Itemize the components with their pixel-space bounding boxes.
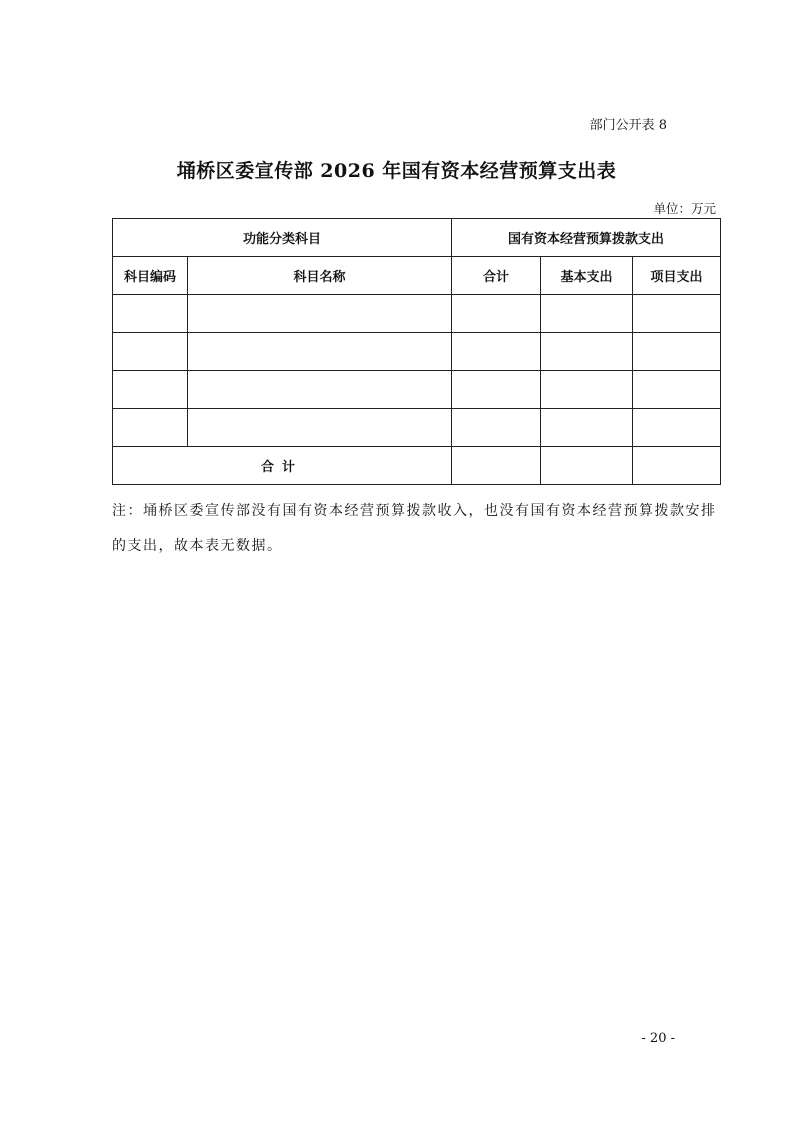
header-basic: 基本支出 [541, 257, 633, 295]
header-project: 项目支出 [633, 257, 721, 295]
cell-code [113, 333, 188, 371]
group-header-expenditure: 国有资本经营预算拨款支出 [452, 219, 721, 257]
cell-name [188, 371, 452, 409]
cell-code [113, 295, 188, 333]
table-row [113, 371, 721, 409]
total-label: 合计 [113, 447, 452, 485]
cell-project [633, 333, 721, 371]
cell-total [452, 333, 541, 371]
total-cell-basic [541, 447, 633, 485]
budget-table [112, 218, 721, 485]
cell-basic [541, 371, 633, 409]
cell-name [188, 295, 452, 333]
cell-total [452, 371, 541, 409]
cell-project [633, 409, 721, 447]
table-row [113, 295, 721, 333]
table-row [113, 409, 721, 447]
cell-name [188, 333, 452, 371]
table-row [113, 333, 721, 371]
total-cell-total [452, 447, 541, 485]
page-title: 埇桥区委宣传部 2026 年国有资本经营预算支出表 [176, 160, 617, 182]
cell-basic [541, 409, 633, 447]
header-code: 科目编码 [113, 257, 188, 295]
cell-total [452, 295, 541, 333]
header-total: 合计 [452, 257, 541, 295]
header-name: 科目名称 [188, 257, 452, 295]
total-cell-project [633, 447, 721, 485]
cell-name [188, 409, 452, 447]
unit-label: 单位：万元 [653, 201, 716, 216]
cell-project [633, 371, 721, 409]
cell-basic [541, 333, 633, 371]
cell-project [633, 295, 721, 333]
column-header-row [113, 257, 721, 295]
cell-basic [541, 295, 633, 333]
page-label: 部门公开表 8 [589, 118, 667, 133]
page-number: - 20 - [641, 1031, 675, 1046]
group-header-functional: 功能分类科目 [113, 219, 452, 257]
cell-code [113, 409, 188, 447]
cell-total [452, 409, 541, 447]
cell-code [113, 371, 188, 409]
note-paragraph: 注：埇桥区委宣传部没有国有资本经营预算拨款收入，也没有国有资本经营预算拨款安排的支出，故本表无数据。 [112, 503, 717, 554]
total-row [113, 447, 721, 485]
group-header-row [113, 219, 721, 257]
